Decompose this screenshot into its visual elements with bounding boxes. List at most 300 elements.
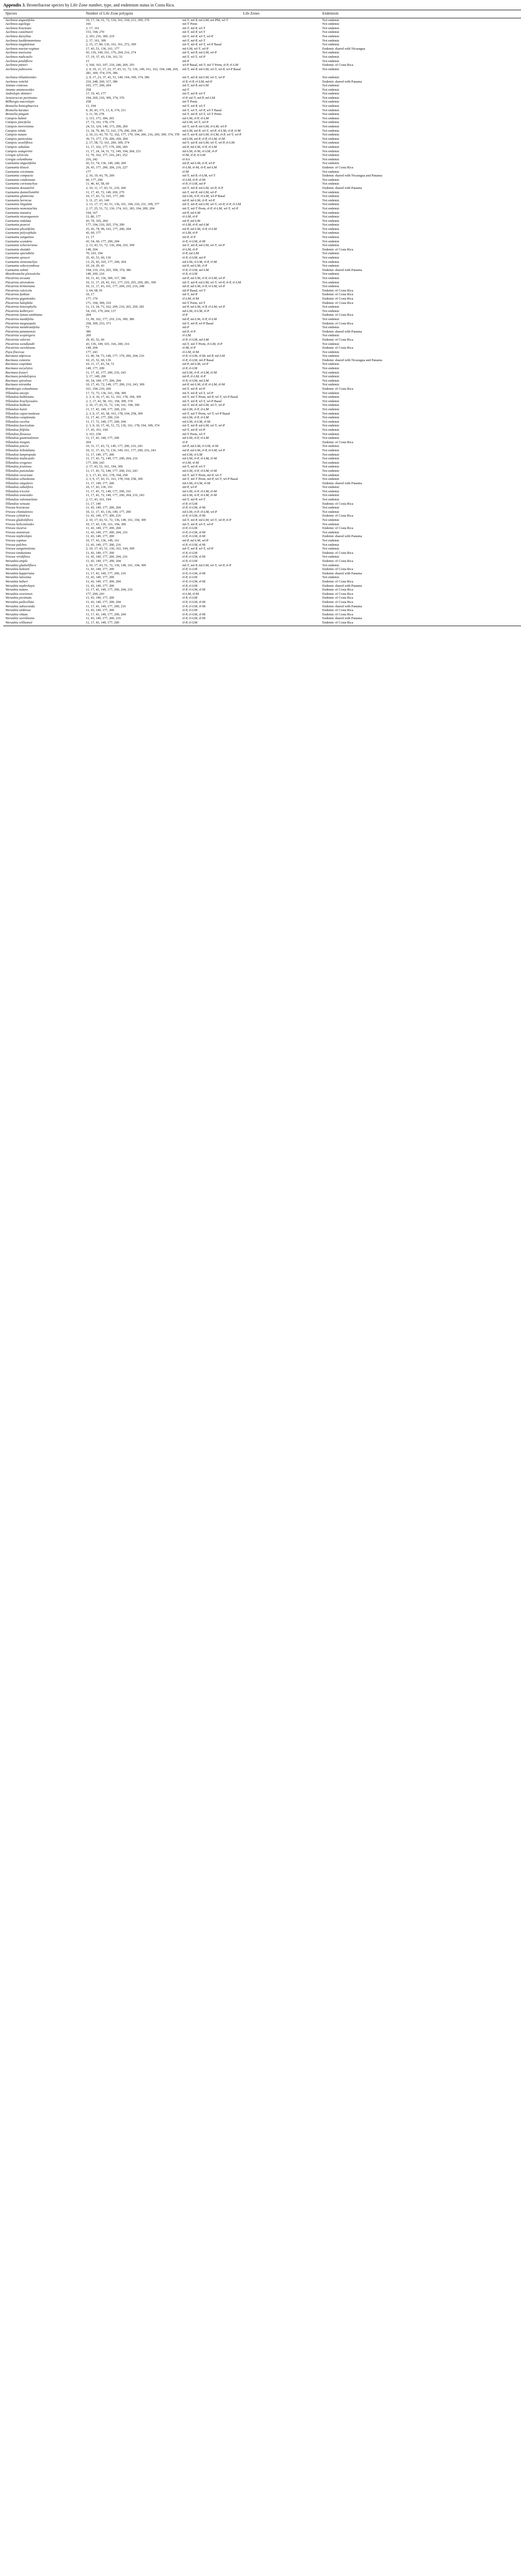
species-cell: Tillandsia multicaulis xyxy=(5,457,35,461)
life-zones-cell: mf-T, mf-P, mf-LM, wf-T, wf-P, rf-P xyxy=(182,563,232,567)
table-row xyxy=(3,457,521,461)
polygon-number-cell: 17, 72, 161, 178, 179 xyxy=(86,120,114,125)
life-zones-cell: mf-T, mf-P, wf-T xyxy=(182,465,206,469)
endemism-cell: Not endemic xyxy=(322,84,340,88)
species-cell: Tillandsia insignis xyxy=(5,440,30,444)
polygon-number-cell: 11, 17, 149, 177, 200 xyxy=(86,452,114,457)
life-zones-cell: rf-M, rf-P, rf-LM xyxy=(182,153,206,158)
table-row xyxy=(3,506,521,510)
life-zones-cell: rf-LM, rf-P, rf-M xyxy=(182,178,206,182)
endemism-cell: Not endemic xyxy=(322,272,340,276)
polygon-number-cell: 43, 54, 60, 177, 200, 204 xyxy=(86,239,119,243)
species-cell: Werauhia pectinata xyxy=(5,596,32,600)
polygon-number-cell: 2, 15, 17, 80, 136, 161, 161, 272, 309 xyxy=(86,43,136,47)
endemism-cell: Endemic shared with Nicaragua and Panama xyxy=(322,358,382,362)
life-zones-cell: rf-P, rf-LM, rf-M xyxy=(182,616,206,621)
species-cell: Tillandsia recurvata xyxy=(5,473,33,477)
table-row xyxy=(3,223,521,227)
life-zones-cell: mf-P, mf-LM, rf-P, wf-P xyxy=(182,161,215,166)
endemism-cell: Not endemic xyxy=(322,108,340,112)
species-cell: Guzmania nidulata xyxy=(5,219,31,223)
species-cell: Racinaea pendulispica xyxy=(5,375,36,379)
life-zones-cell: mf-LM, rf-M, rf-LM, rf-P xyxy=(182,149,218,153)
endemism-cell: Not endemic xyxy=(322,378,340,383)
species-cell: Guzmania sprucei xyxy=(5,256,30,260)
table-row xyxy=(3,502,521,506)
endemism-cell: Not endemic xyxy=(322,452,340,457)
endemism-cell: Not endemic xyxy=(322,530,340,534)
polygon-number-cell: 2, 10, 17, 43, 51, 72, 136, 161, 194, 309 xyxy=(86,403,139,408)
species-cell: Tillandsia guatemalensis xyxy=(5,436,39,440)
caption-text: Bromeliaceae species by Life Zone number, type, and endemism status in Costa Rica. xyxy=(26,3,175,8)
table-row xyxy=(3,493,521,498)
endemism-cell: Endemic of Costa Rica xyxy=(322,387,354,391)
endemism-cell: Not endemic xyxy=(322,178,340,182)
polygon-number-cell: 2, 10, 17, 43, 51, 72, 136, 149, 161, 194, 309 xyxy=(86,518,146,523)
polygon-number-cell: 11, 17, 43, 149, 177, 200, 216 xyxy=(86,571,126,575)
endemism-cell: Not endemic xyxy=(322,309,340,313)
life-zones-cell: rf-P, rf-LM, rf-M xyxy=(182,579,206,584)
polygon-number-cell: 177, 243 xyxy=(86,350,98,354)
table-row xyxy=(3,395,521,399)
endemism-cell: Not endemic xyxy=(322,231,340,235)
polygon-number-cell: 10, 11, 43, 136, 309, 317, 386 xyxy=(86,276,126,280)
table-row xyxy=(3,444,521,449)
polygon-number-cell: 17, 43, 161, 194 xyxy=(86,428,108,432)
table-row xyxy=(3,342,521,347)
table-row xyxy=(3,129,521,133)
life-zones-cell: rf-M xyxy=(182,170,189,174)
polygon-number-cell: 2, 3, 17, 43, 58, 161, 194, 309, 374 xyxy=(86,399,133,403)
life-zones-cell: mf-T, mf-P, wf-T xyxy=(182,30,206,35)
endemism-cell: Not endemic xyxy=(322,555,340,559)
species-cell: Vriesea cylindrica xyxy=(5,514,30,518)
polygon-number-cell: 194, 167 xyxy=(86,211,98,215)
table-row xyxy=(3,317,521,322)
species-cell: Guzmania stenostachya xyxy=(5,260,37,264)
endemism-cell: Not endemic xyxy=(322,198,340,202)
polygon-number-cell: 11, 43, 149, 177, 200, 216 xyxy=(86,616,121,621)
life-zones-cell: rf-P, rf-LM xyxy=(182,501,198,506)
polygon-number-cell: 11, 17, 43, 72, 149, 177, 200, 204, 216, 243 xyxy=(86,493,145,498)
endemism-cell: Endemic of Costa Rica xyxy=(322,440,354,444)
endemism-cell: Not endemic xyxy=(322,239,340,243)
species-cell: Ronnbergia columbiana xyxy=(5,387,38,391)
polygon-number-cell: 11, 43, 149, 177, 200 xyxy=(86,608,114,613)
species-cell: Guzmania coriostachya xyxy=(5,182,37,186)
life-zones-cell: mf-T, mf-P, mf-LM, wf-T, wf-P, rf-P xyxy=(182,518,232,523)
polygon-number-cell: 386 xyxy=(86,329,91,334)
species-cell: Tillandsia filifolia xyxy=(5,428,30,432)
species-cell: Vriesea bracteosa xyxy=(5,506,30,510)
table-row xyxy=(3,547,521,551)
endemism-cell: Endemic of Costa Rica xyxy=(322,559,354,563)
endemism-cell: Endemic of Costa Rica xyxy=(322,501,354,506)
life-zones-cell: mf-P, mf-LM, rf-P, rf-LM xyxy=(182,227,217,231)
table-row xyxy=(3,416,521,420)
table-row xyxy=(3,104,521,109)
endemism-cell: Not endemic xyxy=(322,411,340,416)
endemism-cell: Endemic shared with Panama xyxy=(322,584,362,588)
species-cell: Aechmea bracteata xyxy=(5,26,31,30)
life-zones-cell: mf-T, mf-P, wf-T, wf-T Prem xyxy=(182,112,221,117)
table-row xyxy=(3,96,521,100)
polygon-number-cell: 194, 269, 210, 309, 374, 376 xyxy=(86,96,125,100)
species-cell: Puya floccosa xyxy=(5,350,24,354)
table-row xyxy=(3,543,521,547)
species-cell: Aechmea aquilega xyxy=(5,22,30,26)
life-zones-cell: rf-P, rf-LM, rf-M xyxy=(182,514,206,518)
life-zones-cell: rf-P, rf-LM xyxy=(182,272,198,276)
endemism-cell: Endemic shared with Panama xyxy=(322,329,362,334)
polygon-number-cell: 149, 204 xyxy=(86,247,98,252)
endemism-cell: Not endemic xyxy=(322,510,340,514)
table-row xyxy=(3,473,521,478)
polygon-number-cell: 2, 17, 25, 51, 72, 136, 174, 161, 183, 194, 200, 204 xyxy=(86,206,154,211)
life-zones-cell: mf-T Prem xyxy=(182,100,198,104)
endemism-cell: Not endemic xyxy=(322,153,340,158)
polygon-number-cell: 216, 242 xyxy=(86,157,98,161)
species-cell: Pitcairnia arcuata xyxy=(5,276,30,280)
species-cell: Guzmania glomerata xyxy=(5,194,34,199)
endemism-cell: Not endemic xyxy=(322,22,340,26)
table-row xyxy=(3,367,521,371)
table-row xyxy=(3,276,521,281)
life-zones-cell: mf-P, mf-LM, rf-P, rf-LM, wf-P xyxy=(182,305,225,309)
endemism-cell: Not endemic xyxy=(322,223,340,227)
life-zones-cell: mf-P, mf-LM xyxy=(182,211,200,215)
polygon-number-cell: 11, 13, 24, 73, 162, 209, 210, 265, 269, 281 xyxy=(86,305,145,309)
polygon-number-cell: 10, 11, 17, 43, 72, 136, 149, 161, 177, 200, 216, 243 xyxy=(86,448,156,452)
polygon-number-cell: 3, 11, 50, 278 xyxy=(86,112,104,117)
endemism-cell: Not endemic xyxy=(322,182,340,186)
life-zones-cell: mf-T, mf-T Prem, rf-LM, rf-P xyxy=(182,342,222,346)
polygon-number-cell: 10, 17, 34, 51, 72, 136, 161, 194, 231, 309, 370 xyxy=(86,18,150,22)
species-cell: Billbergia macrolepis xyxy=(5,100,35,104)
polygon-number-cell: 11, 43, 149, 177, 200 xyxy=(86,575,114,580)
species-cell: Pitcairnia sceptrigera xyxy=(5,334,35,338)
species-cell: Guzmania lingulata xyxy=(5,202,32,207)
life-zones-cell: mf-T, mf-P, mf-LM, wf-P, rf-P xyxy=(182,186,224,190)
life-zones-cell: mf-T, mf-T Prem, mf-P, wf-T, wf-P Basal xyxy=(182,477,238,482)
species-cell: Tillandsia complanata xyxy=(5,416,36,420)
table-row xyxy=(3,141,521,145)
life-zones-cell: mf-LM, rf-LM, rf-P, rf-M xyxy=(182,260,217,264)
life-zones-cell: mf-T xyxy=(182,87,190,92)
species-cell: Tillandsia flexuosa xyxy=(5,432,31,436)
table-row xyxy=(3,153,521,158)
polygon-number-cell: 43, 60, 177 xyxy=(86,231,101,235)
endemism-cell: Not endemic xyxy=(322,145,340,149)
endemism-cell: Not endemic xyxy=(322,87,340,92)
table-row xyxy=(3,523,521,527)
endemism-cell: Not endemic xyxy=(322,375,340,379)
endemism-cell: Not endemic xyxy=(322,350,340,354)
endemism-cell: Not endemic xyxy=(322,206,340,211)
table-row xyxy=(3,383,521,387)
table-row xyxy=(3,391,521,396)
table-row xyxy=(3,174,521,178)
polygon-number-cell: 2, 10, 17, 43, 51, 136, 161, 194, 309 xyxy=(86,547,134,551)
species-cell: Racinaea adpressa xyxy=(5,354,31,358)
endemism-cell: Not endemic xyxy=(322,157,340,161)
life-zones-cell: mf-P, mf-LM, rf-P, rf-LM, wf-P xyxy=(182,448,225,452)
life-zones-cell: mf-LM, rf-LM, rf-P xyxy=(182,309,209,313)
polygon-number-cell: 17, 19, 43, 177 xyxy=(86,92,106,96)
endemism-cell: Not endemic xyxy=(322,256,340,260)
species-cell: Vriesea viridiflora xyxy=(5,555,30,559)
table-row xyxy=(3,338,521,342)
endemism-cell: Not endemic xyxy=(322,522,340,526)
life-zones-cell: rf-P, mf-T, mf-P, mf-LM xyxy=(182,96,215,100)
species-cell: Guzmania pearcei xyxy=(5,223,30,227)
table-row xyxy=(3,469,521,473)
endemism-cell: Endemic of Costa Rica xyxy=(322,600,354,604)
table-row xyxy=(3,150,521,154)
life-zones-cell: rf-LM, rf-M xyxy=(182,592,199,596)
species-cell: Werauhia vittata xyxy=(5,612,28,616)
endemism-cell: Not endemic xyxy=(322,460,340,465)
species-cell: Racinaea fraseri xyxy=(5,370,28,375)
endemism-cell: Endemic of Costa Rica xyxy=(322,337,354,342)
endemism-cell: Not endemic xyxy=(322,424,340,428)
species-cell: Tillandsia balbisiana xyxy=(5,395,34,399)
polygon-number-cell: 10, 24, 29, 43 xyxy=(86,264,105,268)
endemism-cell: Endemic of Costa Rica xyxy=(322,608,354,613)
species-cell: Racinaea spiculosa xyxy=(5,378,32,383)
species-cell: Guzmania blassii xyxy=(5,165,29,170)
species-cell: Guzmania spectabilis xyxy=(5,252,35,256)
table-row xyxy=(3,211,521,215)
polygon-number-cell: 11, 17, 43, 72, 149, 269, 279 xyxy=(86,190,124,194)
species-cell: Catopsis juncifolia xyxy=(5,120,31,125)
species-cell: Werauhia haltonii xyxy=(5,567,30,572)
polygon-number-cell: 149, 200, 210 xyxy=(86,272,105,276)
species-cell: Pitcairnia atrorubens xyxy=(5,280,35,284)
life-zones-cell: mf-P, rf-P xyxy=(182,329,196,334)
table-row xyxy=(3,465,521,469)
life-zones-cell: mf-LM, mf-P, wf-T, wf-P, rf-LM, rf-P, rf-M xyxy=(182,128,241,133)
table-row xyxy=(3,243,521,248)
life-zones-cell: mf-T, mf-P, mf-LM, mf-PM, wf-T xyxy=(182,18,228,22)
species-cell: Ananas comosus xyxy=(5,84,28,88)
table-row xyxy=(3,182,521,186)
species-cell: Tillandsia punctulata xyxy=(5,469,34,473)
polygon-number-cell: 11, 43, 149, 177, 200 xyxy=(86,596,114,600)
endemism-cell: Not endemic xyxy=(322,408,340,411)
table-row xyxy=(3,166,521,170)
species-cell: Guzmania nicaraguensis xyxy=(5,215,39,219)
endemism-cell: Not endemic xyxy=(322,403,340,408)
species-cell: Guzmania condensata xyxy=(5,178,36,182)
endemism-cell: Not endemic xyxy=(322,575,340,580)
table-row xyxy=(3,301,521,306)
life-zones-cell: mf-LM, rf-LM, rf-M xyxy=(182,419,211,424)
polygon-number-cell: 149, 204 xyxy=(86,346,98,350)
table-row xyxy=(3,616,521,621)
species-cell: Racinaea euryelytra xyxy=(5,367,33,371)
endemism-cell: Not endemic xyxy=(322,280,340,284)
table-row xyxy=(3,235,521,240)
species-cell: Guzmania desautelsii xyxy=(5,186,35,190)
endemism-cell: Endemic of Costa Rica xyxy=(322,313,354,317)
polygon-number-cell: 10, 17, 43, 136, 149, 161 xyxy=(86,539,119,543)
life-zones-cell: rf-P, rf-LM, rf-M xyxy=(182,534,206,539)
life-zones-cell: mf-LM, rf-P, rf-LM xyxy=(182,416,209,420)
species-cell: Werauhia umbrosa xyxy=(5,608,31,613)
endemism-cell: Endemic shared with Panama xyxy=(322,186,362,190)
life-zones-cell: mf-T, mf-P, mf-LM, wf-T, wf-P xyxy=(182,75,225,79)
table-row xyxy=(3,379,521,383)
table-row xyxy=(3,330,521,334)
species-cell: Catopsis nitida xyxy=(5,128,26,133)
polygon-number-cell: 2, 9, 10, 11, 17, 23, 37, 43, 51, 72, 136, 149, 161, 163, 194, 248, 269, 281, 309, 374, 376, 386 xyxy=(86,67,179,76)
species-cell: Werauhia williamsii xyxy=(3,621,85,626)
polygon-number-cell: 11, 17 xyxy=(86,235,94,240)
life-zones-cell: mf-LM, rf-LM, rf-M xyxy=(182,481,211,485)
endemism-cell: Not endemic xyxy=(322,485,340,490)
species-cell: Catopsis hahnii xyxy=(5,116,27,120)
polygon-number-cell: 2, 10, 21, 43, 70, 72, 162, 177, 179, 194, 200, 216, 269, 309, 374, 378 xyxy=(86,133,180,137)
species-cell: Pitcairnia funkiae xyxy=(5,293,30,297)
table-row xyxy=(3,264,521,268)
endemism-cell: Not endemic xyxy=(322,465,340,469)
polygon-number-cell: 2, 3, 17, 43, 161, 178, 194, 258 xyxy=(86,473,128,477)
species-cell: Tillandsia excelsa xyxy=(5,419,30,424)
table-row xyxy=(3,88,521,92)
species-cell: Bromelia karatas xyxy=(5,108,29,112)
endemism-cell: Not endemic xyxy=(322,399,340,403)
life-zones-cell: mf-T, mf-P, mf-LM, wf-T, wf-P xyxy=(182,403,225,408)
endemism-cell: Not endemic xyxy=(322,457,340,461)
life-zones-cell: mf-P Basal, wf-T xyxy=(182,288,206,293)
life-zones-cell: wf-P Basal, mf-T, mf-T Prem, rf-P, rf-LM xyxy=(182,63,239,67)
endemism-cell: Not endemic xyxy=(322,367,340,371)
species-cell: Tillandsia butzii xyxy=(5,408,28,411)
table-row xyxy=(3,178,521,182)
table-row xyxy=(3,289,521,293)
life-zones-cell: mf-T, mf-T Prem, rf-P, rf-LM, wf-T, wf-P xyxy=(182,206,239,211)
endemism-cell: Not endemic xyxy=(322,235,340,240)
species-cell: Bromelia pinguin xyxy=(5,112,29,117)
species-cell: Racinaea contorta xyxy=(5,358,30,362)
polygon-number-cell: 177, 194, 210, 265, 374, 200 xyxy=(86,223,125,227)
polygon-number-cell: 11, 17, 43, 72, 149, 177, 200, 216, 243 xyxy=(86,469,138,473)
life-zones-cell: mf-T, mf-P, mf-LM, wf-P xyxy=(182,190,217,194)
table-row xyxy=(3,125,521,129)
life-zones-cell: rf-P xyxy=(182,440,188,444)
polygon-number-cell: 43, 136, 149, 161, 176, 204, 216, 274 xyxy=(86,51,136,55)
table-row xyxy=(3,67,521,76)
polygon-number-cell: 11, 17, 43, 149, 177, 200, 216 xyxy=(86,408,126,411)
polygon-number-cell: 204 xyxy=(86,440,91,444)
table-row xyxy=(3,309,521,314)
table-row xyxy=(3,432,521,437)
species-cell: Tillandsia fasciculata xyxy=(5,424,35,428)
table-row xyxy=(3,371,521,375)
life-zones-cell: rf-P, rf-LM, rf-M xyxy=(182,600,206,604)
species-cell: Aechmea lueddemanniana xyxy=(5,38,41,43)
endemism-cell: Not endemic xyxy=(322,473,340,477)
species-cell: Vriesea sanguinolenta xyxy=(5,547,36,551)
table-row xyxy=(3,436,521,440)
endemism-cell: Endemic shared with Nicaragua and Panama xyxy=(322,174,382,178)
species-cell: Guzmania donnellsmithii xyxy=(5,190,39,194)
life-zones-cell: rf-LM, rf-P xyxy=(182,247,198,252)
polygon-number-cell: 11, 80, 177 xyxy=(86,215,101,219)
species-cell: Tillandsia pruinosa xyxy=(5,465,32,469)
life-zones-cell: mf-P, mf-LM, rf-P, rf-LM xyxy=(182,145,217,149)
endemism-cell: Not endemic xyxy=(322,243,340,248)
life-zones-cell: mf-T, mf-P, mf-LM, rf-LM, wf-P xyxy=(182,125,227,129)
endemism-cell: Not endemic xyxy=(322,202,340,207)
endemism-cell: Not endemic xyxy=(322,141,340,145)
species-cell: Werauhia kupperiana xyxy=(5,571,35,575)
life-zones-cell: mf-P, mf-LM, rf-P, rf-LM, wf-P xyxy=(182,276,225,280)
polygon-number-cell: 258 xyxy=(86,87,91,92)
table-row xyxy=(3,477,521,482)
table-row xyxy=(3,621,521,626)
life-zones-cell: mf-T, mf-P, wf-P xyxy=(182,387,206,391)
table-row xyxy=(3,256,521,260)
table-row xyxy=(3,600,521,605)
endemism-cell: Not endemic xyxy=(322,190,340,194)
table-row xyxy=(3,84,521,88)
life-zones-cell: mf-LM, rf-P, rf-LM xyxy=(182,408,209,411)
polygon-number-cell: 149, 177, 200 xyxy=(86,367,105,371)
species-cell: Werauhia latissima xyxy=(5,575,31,580)
species-cell: Racinaea cuspidata xyxy=(5,362,32,367)
species-cell: Tillandsia valenzuelana xyxy=(5,498,37,502)
table-row xyxy=(3,158,521,162)
life-zones-cell: rf-P, rf-LM xyxy=(182,596,198,600)
species-cell: Pitcairnia gigantoides xyxy=(5,296,36,301)
species-cell: Catopsis wangerinii xyxy=(5,149,33,153)
table-row xyxy=(3,613,521,617)
polygon-number-cell: 2, 10, 11, 17, 43, 51, 210, 269 xyxy=(86,186,126,190)
life-zones-cell: mf-P, wf-P xyxy=(182,485,197,490)
life-zones-cell: rf-P xyxy=(182,313,188,317)
endemism-cell: Not endemic xyxy=(322,67,340,71)
polygon-number-cell: 2, 3, 9, 17, 43, 58, 161, 178, 194, 258, 309 xyxy=(86,411,143,416)
polygon-number-cell: 11, 43, 149, 177, 200, 204, 216 xyxy=(86,555,128,559)
table-row xyxy=(3,43,521,47)
endemism-cell: Not endemic xyxy=(322,125,340,129)
life-zones-cell: mf-T Prem xyxy=(182,22,198,26)
endemism-cell: Not endemic xyxy=(322,38,340,43)
life-zones-cell: mf-T, mf-P, wf-T, wf-P xyxy=(182,547,214,551)
endemism-cell: Not endemic xyxy=(322,370,340,375)
table-row xyxy=(3,137,521,141)
life-zones-cell: mf-P, mf-LM, wf-P xyxy=(182,539,209,543)
life-zones-cell: mf-P, mf-LM, rf-P, rf-LM, wf-P xyxy=(182,284,225,289)
polygon-number-cell: 10, 17, 43, 136, 161 xyxy=(86,485,113,490)
polygon-number-cell: 210, 248, 269, 317, 386 xyxy=(86,79,118,84)
endemism-cell: Not endemic xyxy=(322,432,340,436)
endemism-cell: Not endemic xyxy=(322,428,340,432)
polygon-number-cell: 165, 177, 200, 204 xyxy=(86,84,111,88)
endemism-cell: Not endemic xyxy=(322,563,340,567)
life-zones-cell: mf-T, mf-P, wf-P xyxy=(182,428,206,432)
species-cell: Tillandsia caput-medusae xyxy=(5,411,40,416)
species-cell: Guzmania skotakii xyxy=(5,247,31,252)
endemism-cell: Not endemic xyxy=(322,149,340,153)
polygon-number-cell: 11, 17, 24, 34, 51, 72, 149, 194, 204, 231 xyxy=(86,149,141,153)
table-row xyxy=(3,354,521,358)
table-row xyxy=(3,117,521,121)
species-cell: Aechmea tillandsioides xyxy=(5,75,37,79)
polygon-number-cell: 9, 20, 43, 171, 13, 8, 174, 211 xyxy=(86,108,126,112)
